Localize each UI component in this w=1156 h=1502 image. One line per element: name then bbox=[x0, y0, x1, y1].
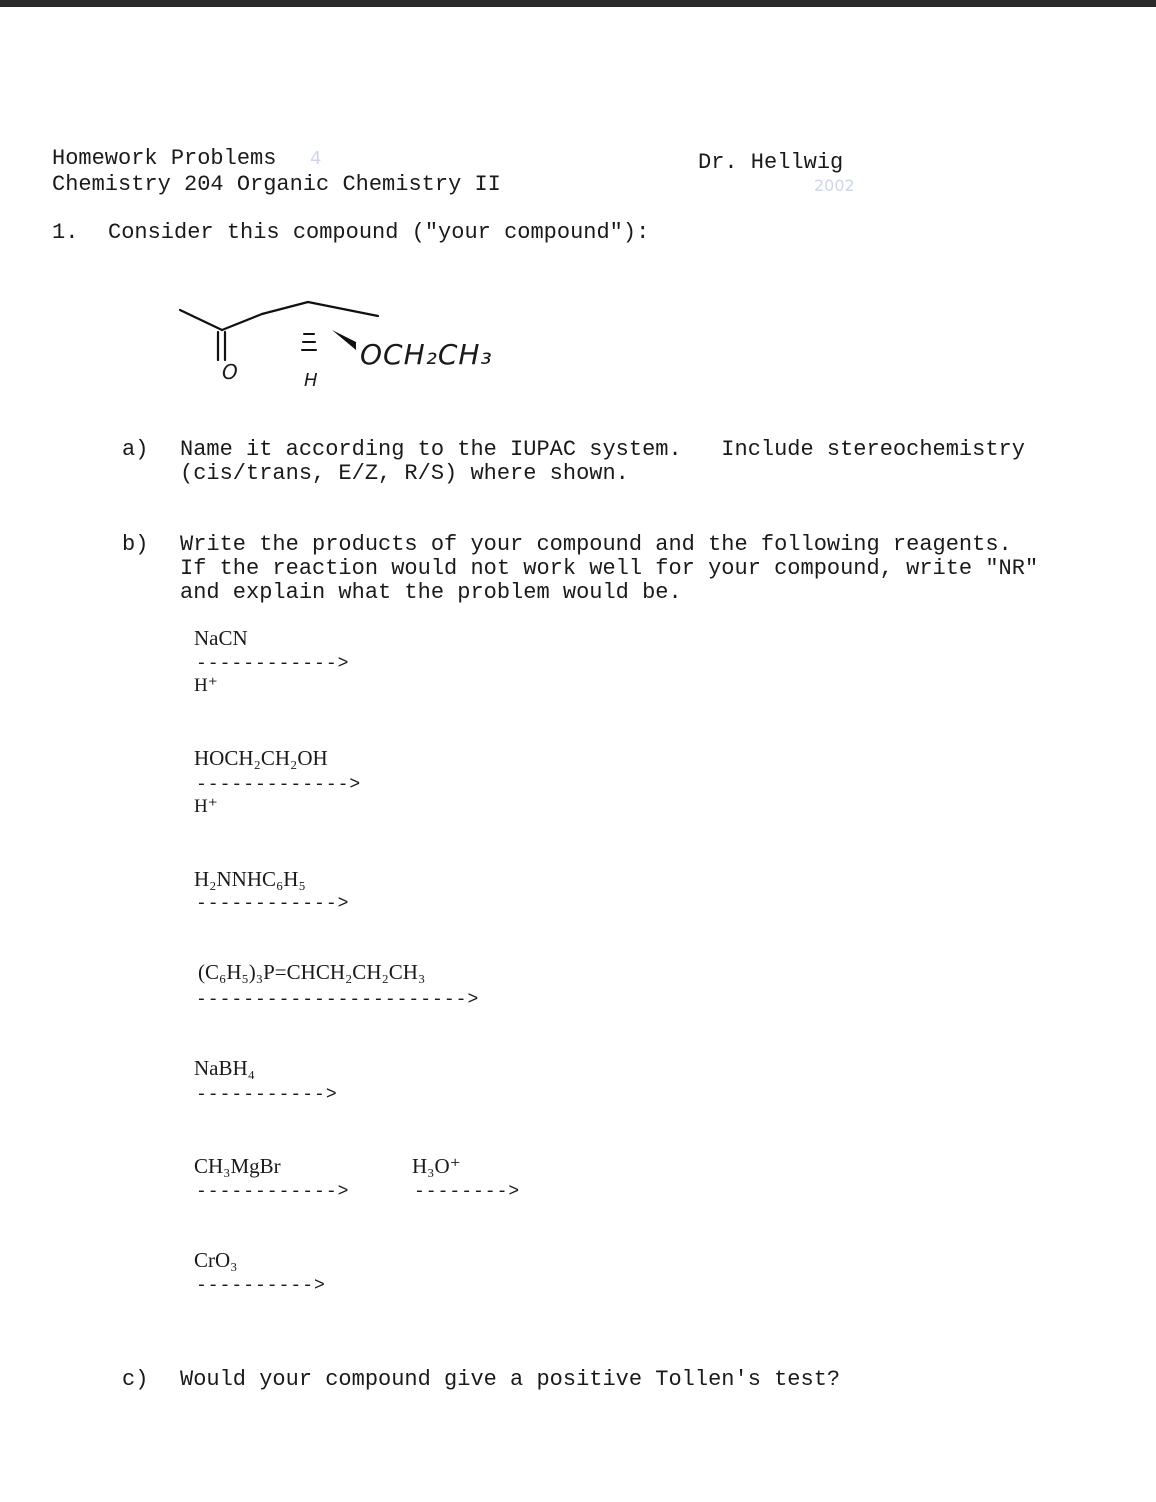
reaction-6-arrow: ------------> bbox=[196, 1182, 350, 1202]
header-instructor: Dr. Hellwig bbox=[698, 150, 844, 175]
reaction-3-arrow: ------------> bbox=[196, 894, 350, 914]
part-a-line1: Name it according to the IUPAC system. Include stereochemistry bbox=[180, 437, 1025, 462]
reagent-1-above: NaCN bbox=[194, 626, 248, 650]
header-course: Chemistry 204 Organic Chemistry II bbox=[52, 172, 501, 197]
top-border bbox=[0, 0, 1156, 7]
part-a-label: a) bbox=[122, 437, 149, 462]
reagent-6-second-above: H₃O⁺ bbox=[412, 1154, 461, 1178]
part-c-text: Would your compound give a positive Tollen's test? bbox=[180, 1367, 841, 1392]
structure-hydrogen-label: H bbox=[304, 370, 318, 391]
reaction-5-arrow: -----------> bbox=[196, 1085, 338, 1105]
part-b-line2: If the reaction would not work well for your compound, write "NR" bbox=[180, 556, 1039, 581]
header-title-mark: 4 bbox=[310, 148, 322, 169]
question-prompt: Consider this compound ("your compound"): bbox=[108, 220, 650, 245]
reagent-4-above: (C₆H₅)₃P=CHCH₂CH₂CH₃ bbox=[198, 960, 426, 984]
reaction-2-arrow: -------------> bbox=[196, 775, 362, 795]
reagent-6-above: CH₃MgBr bbox=[194, 1154, 281, 1178]
reaction-1-arrow: ------------> bbox=[196, 654, 350, 674]
part-a-line2: (cis/trans, E/Z, R/S) where shown. bbox=[180, 461, 629, 486]
reagent-7-above: CrO₃ bbox=[194, 1248, 238, 1272]
reagent-2-below: H⁺ bbox=[194, 796, 218, 817]
header-title: Homework Problems bbox=[52, 146, 277, 171]
reagent-1-below: H⁺ bbox=[194, 675, 218, 696]
question-number: 1. bbox=[52, 220, 79, 245]
reaction-4-arrow: -----------------------> bbox=[196, 990, 480, 1010]
structure-substituent-label: OCH₂CH₃ bbox=[360, 338, 493, 371]
reagent-5-above: NaBH₄ bbox=[194, 1056, 255, 1080]
header-year-mark: 2002 bbox=[814, 176, 855, 195]
part-b-line3: and explain what the problem would be. bbox=[180, 580, 682, 605]
part-b-label: b) bbox=[122, 532, 149, 557]
reaction-6-second-arrow: --------> bbox=[414, 1182, 521, 1202]
part-b-line1: Write the products of your compound and the following reagents. bbox=[180, 532, 1012, 557]
part-c-label: c) bbox=[122, 1367, 149, 1392]
reaction-7-arrow: ----------> bbox=[196, 1276, 326, 1296]
reagent-2-above: HOCH₂CH₂OH bbox=[194, 746, 328, 770]
reagent-3-above: H₂NNHC₆H₅ bbox=[194, 867, 306, 891]
structure-oxygen-label: O bbox=[222, 360, 238, 384]
